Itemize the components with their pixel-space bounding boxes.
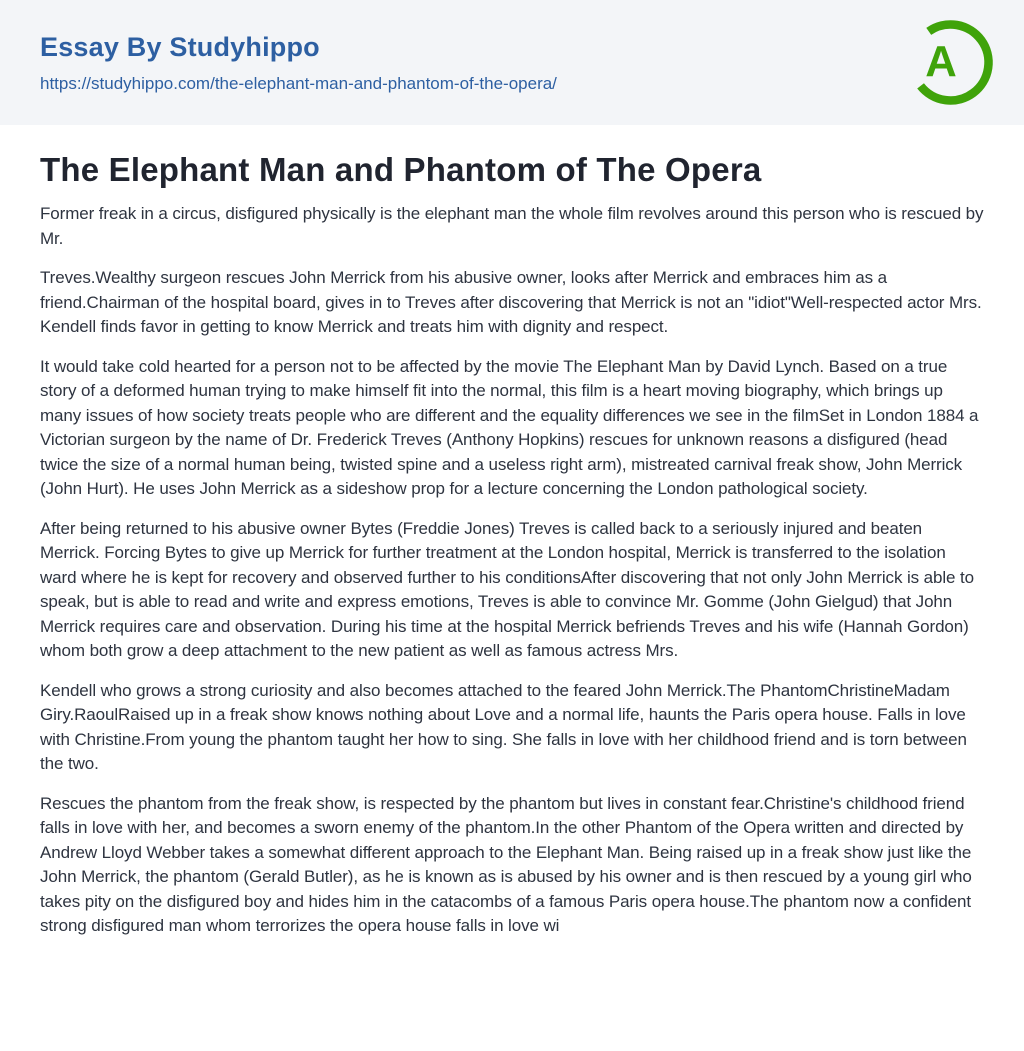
- article-paragraph: Kendell who grows a strong curiosity and also becomes attached to the feared John Merrick.The PhantomChristineMadam Giry.RaoulRaised up in a freak show knows nothing about Love and a normal life, haunts the Paris opera house. Falls in love with Christine.From young the phantom taught her how to sing. She falls in love with her childhood friend and is torn between the two.: [40, 680, 967, 773]
- article-paragraph: After being returned to his abusive owner Bytes (Freddie Jones) Treves is called back to a seriously injured and beaten Merrick. Forcing Bytes to give up Merrick for further treatment at the London hospital, Merrick is transferred to the isolation ward where he is kept for recovery and observed further to his conditionsAfter discovering that not only John Merrick is able to speak, but is able to read and write and express emotions, Treves is able to convince Mr. Gomme (John Gielgud) that John Merrick requires care and observation. During his time at the hospital Merrick befriends Treves and his wife (Hannah Gordon) whom both grow a deep attachment to the new patient as well as famous actress Mrs.: [40, 518, 975, 660]
- page-header: [0, 0, 1024, 125]
- article-body: [40, 202, 984, 939]
- article: [0, 125, 1024, 939]
- logo-letter: A: [925, 36, 957, 86]
- page-url-link[interactable]: https://studyhippo.com/the-elephant-man-and-phantom-of-the-opera/: [40, 73, 557, 93]
- article-title: The Elephant Man and Phantom of The Opera: [40, 151, 762, 188]
- article-paragraph: It would take cold hearted for a person not to be affected by the movie The Elephant Man by David Lynch. Based on a true story of a deformed human trying to make himself fit into the normal, this film is a heart moving biography, which brings up many issues of how society treats people who are different and the equality differences we see in the filmSet in London 1884 a Victorian surgeon by the name of Dr. Frederick Treves (Anthony Hopkins) rescues for unknown reasons a disfigured (head twice the size of a normal human being, twisted spine and a useless right arm), mistreated carnival freak show, John Merrick (John Hurt). He uses John Merrick as a sideshow prop for a lecture concerning the London pathological society.: [40, 356, 979, 498]
- article-paragraph: Former freak in a circus, disfigured physically is the elephant man the whole film revolves around this person who is rescued by Mr.: [40, 204, 984, 248]
- studyhippo-logo: [903, 15, 998, 110]
- article-paragraph: Treves.Wealthy surgeon rescues John Merrick from his abusive owner, looks after Merrick and embraces him as a friend.Chairman of the hospital board, gives in to Treves after discovering that Merrick is not an "idiot"Well-respected actor Mrs. Kendell finds favor in getting to know Merrick and treats him with dignity and respect.: [40, 268, 982, 336]
- site-label: Essay By Studyhippo: [40, 31, 320, 62]
- header-text-block: [40, 32, 557, 94]
- article-paragraph: Rescues the phantom from the freak show, is respected by the phantom but lives in constant fear.Christine's childhood friend falls in love with her, and becomes a sworn enemy of the phantom.In the other Phantom of the Opera written and directed by Andrew Lloyd Webber takes a somewhat different approach to the Elephant Man. Being raised up in a freak show just like the John Merrick, the phantom (Gerald Butler), as he is known as is abused by his owner and is then rescued by a young girl who takes pity on the disfigured boy and hides him in the catacombs of a famous Paris opera house.The phantom now a confident strong disfigured man whom terrorizes the opera house falls in love wi: [40, 793, 972, 935]
- arc-a-logo-icon: [903, 15, 998, 110]
